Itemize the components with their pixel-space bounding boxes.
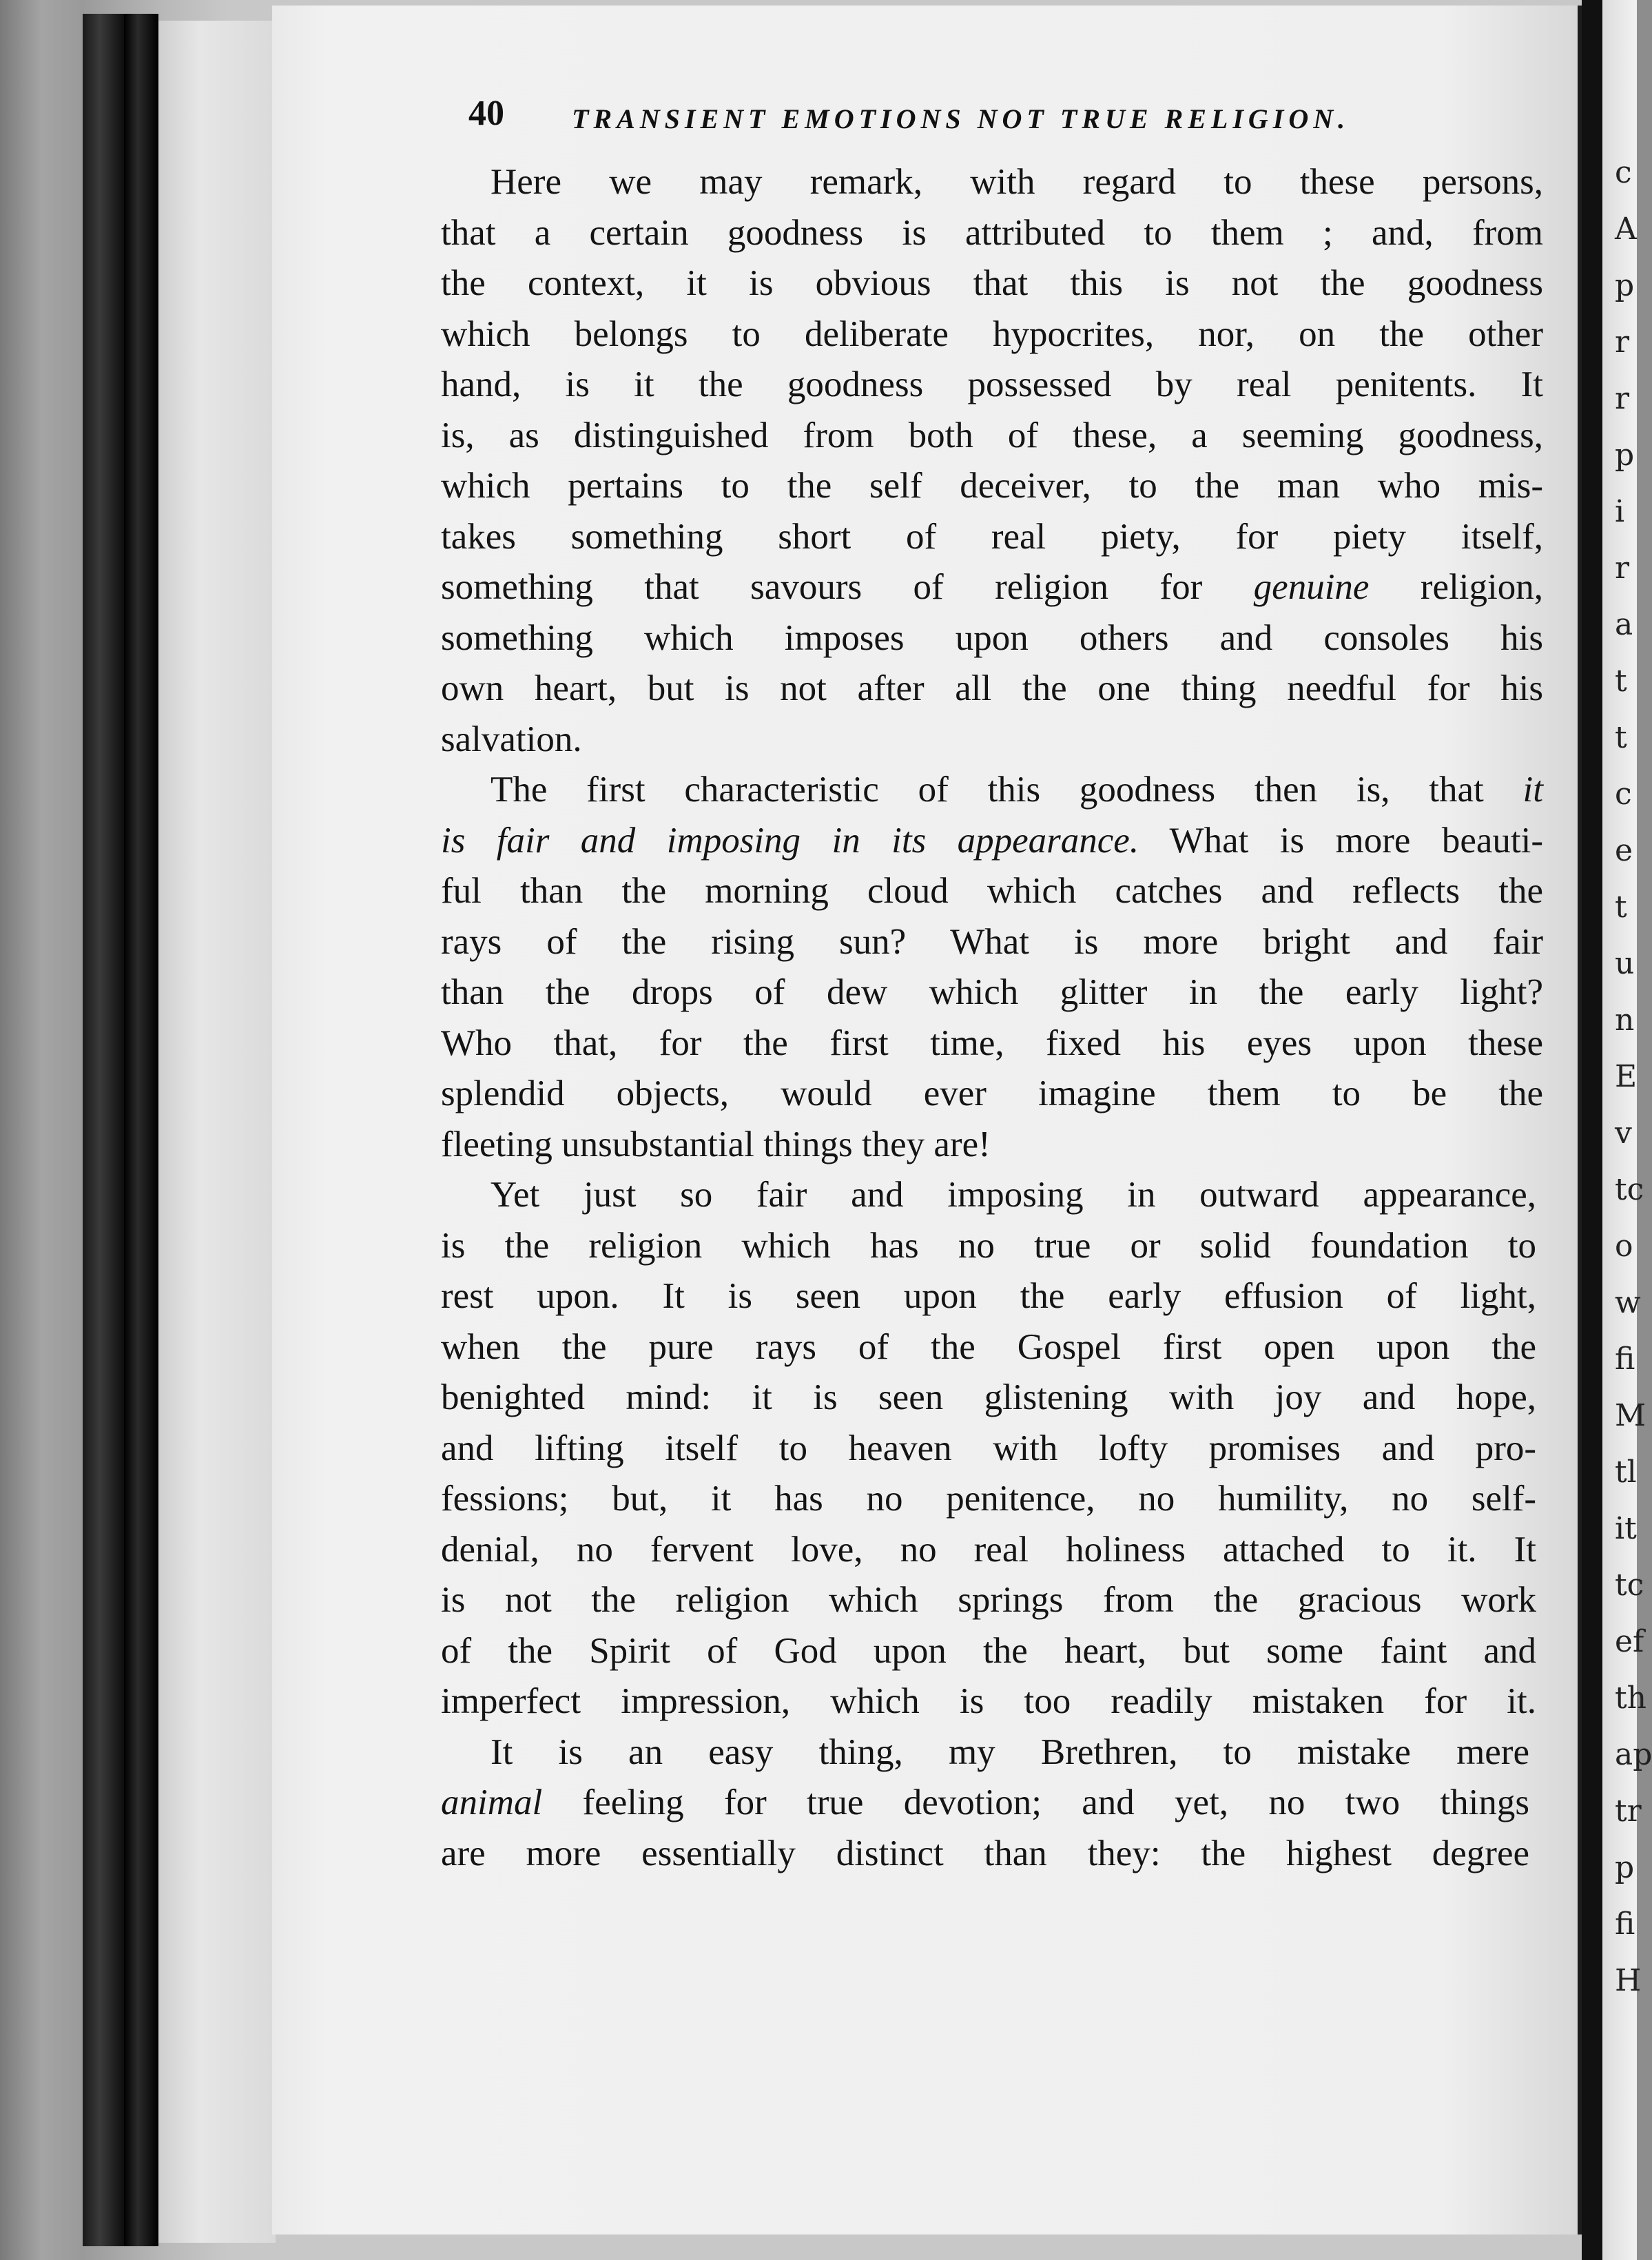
facing-page-fragment: a	[1615, 607, 1633, 642]
text-line: which belongs to deliberate hypocrites, nor, on the other	[441, 314, 1543, 354]
facing-page-fragment: fi	[1615, 1342, 1635, 1377]
facing-page-fragment: ef	[1615, 1624, 1644, 1659]
facing-page-fragment: tc	[1615, 1172, 1644, 1207]
text-line: denial, no fervent love, no real holiness attached to it. It	[441, 1529, 1536, 1570]
text-line: than the drops of dew which glitter in the early light?	[441, 972, 1543, 1012]
text-line: salvation.	[441, 719, 582, 759]
book-spine-inner	[124, 14, 158, 2246]
text-line: rays of the rising sun? What is more bright and fair	[441, 921, 1543, 962]
facing-page-fragment: r	[1615, 551, 1630, 586]
text-line: fessions; but, it has no penitence, no humility, no self-	[441, 1479, 1536, 1519]
text-run: feeling for true devotion; and yet, no two things	[582, 1783, 1529, 1822]
text-line: is, as distinguished from both of these, a seeming goodness,	[441, 415, 1543, 455]
facing-page-fragment: w	[1615, 1285, 1641, 1320]
text-line: fleeting unsubstantial things they are!	[441, 1124, 991, 1164]
text-line: splendid objects, would ever imagine them to be the	[441, 1074, 1543, 1113]
text-line: the context, it is obvious that this is not the goodness	[441, 263, 1543, 303]
facing-page-fragment: tr	[1615, 1794, 1642, 1829]
page-gutter	[1582, 0, 1602, 2260]
facing-page-fragment: fi	[1615, 1907, 1635, 1942]
page-number: 40	[468, 94, 504, 133]
facing-page-fragment: t	[1615, 890, 1627, 925]
text-line: rest upon. It is seen upon the early effusion of light,	[441, 1276, 1536, 1316]
facing-page-fragment: tc	[1615, 1568, 1644, 1603]
page-header	[468, 93, 1460, 148]
text-run: religion,	[1420, 567, 1544, 607]
text-line	[441, 562, 1543, 613]
italic-emphasis: it	[1522, 770, 1543, 810]
facing-page-fragment: i	[1615, 494, 1625, 529]
facing-page-fragment: t	[1615, 664, 1627, 699]
text-line: is not the religion which springs from the gracious work	[441, 1580, 1536, 1620]
facing-page-fragment: E	[1615, 1059, 1638, 1094]
text-line: imperfect impression, which is too readily mistaken for it.	[441, 1681, 1536, 1721]
facing-page-fragment: e	[1615, 833, 1633, 868]
facing-page-fragment: u	[1615, 946, 1635, 981]
text-line: benighted mind: it is seen glistening with joy and hope,	[441, 1377, 1536, 1417]
body-text	[441, 157, 1543, 1879]
facing-page-fragment: p	[1615, 1850, 1635, 1885]
facing-page-fragment: n	[1615, 1003, 1635, 1038]
text-line: and lifting itself to heaven with lofty promises and pro-	[441, 1428, 1536, 1468]
text-line: ful than the morning cloud which catches and reflects the	[441, 871, 1543, 911]
text-line: takes something short of real piety, for piety itself,	[441, 516, 1543, 557]
text-line: It is an easy thing, my Brethren, to mistake mere	[491, 1732, 1529, 1772]
facing-page-fragment: v	[1615, 1116, 1632, 1151]
italic-emphasis: genuine	[1253, 567, 1370, 607]
facing-page-fragment: o	[1615, 1229, 1633, 1264]
facing-page-fragment: r	[1615, 381, 1630, 416]
text-line: Yet just so fair and imposing in outward appearance,	[491, 1175, 1536, 1215]
text-line	[441, 1778, 1529, 1829]
text-line: when the pure rays of the Gospel first open upon the	[441, 1326, 1536, 1367]
facing-page-fragment: M	[1615, 1398, 1646, 1433]
text-line: which pertains to the self deceiver, to the man who mis-	[441, 466, 1543, 506]
facing-page-fragment: H	[1615, 1963, 1642, 1998]
text-run: What is more beauti-	[1169, 820, 1543, 861]
text-line: is the religion which has no true or solid foundation to	[441, 1225, 1536, 1266]
facing-page-fragment: r	[1615, 325, 1630, 360]
italic-emphasis: animal	[441, 1783, 543, 1822]
text-line: Who that, for the first time, fixed his eyes upon these	[441, 1023, 1543, 1063]
text-line: hand, is it the goodness possessed by real penitents. It	[441, 364, 1543, 404]
facing-page-fragment: th	[1615, 1681, 1647, 1716]
facing-page-fragment: A	[1615, 212, 1637, 247]
text-line: something which imposes upon others and consoles his	[441, 617, 1543, 658]
text-line: of the Spirit of God upon the heart, but some faint and	[441, 1630, 1536, 1671]
facing-page-fragment: c	[1615, 155, 1632, 190]
text-line	[441, 765, 1543, 816]
facing-page-fragment: t	[1615, 720, 1627, 755]
facing-page-fragment: p	[1615, 268, 1635, 303]
facing-page-fragment: it	[1615, 1511, 1637, 1546]
book-spine-outer	[83, 14, 124, 2246]
text-run: The first characteristic of this goodness then is, that	[491, 770, 1484, 810]
facing-page-fragment: tl	[1615, 1455, 1637, 1490]
italic-emphasis: is fair and imposing in its appearance.	[441, 820, 1139, 861]
facing-page-fragment: ap	[1615, 1737, 1652, 1772]
text-line: Here we may remark, with regard to these persons,	[491, 162, 1543, 202]
facing-page-fragment: c	[1615, 777, 1632, 812]
running-head: TRANSIENT EMOTIONS NOT TRUE RELIGION.	[572, 103, 1350, 134]
facing-page-edge	[1602, 0, 1652, 2260]
text-run: something that savours of religion for	[441, 567, 1203, 607]
text-line	[441, 816, 1543, 867]
text-line: own heart, but is not after all the one thing needful for his	[441, 668, 1543, 708]
facing-page-fragment: p	[1615, 438, 1635, 473]
text-line: that a certain goodness is attributed to them ; and, from	[441, 212, 1543, 253]
text-line: are more essentially distinct than they: the highest degree	[441, 1833, 1529, 1873]
page-stack-edge	[158, 21, 276, 2243]
